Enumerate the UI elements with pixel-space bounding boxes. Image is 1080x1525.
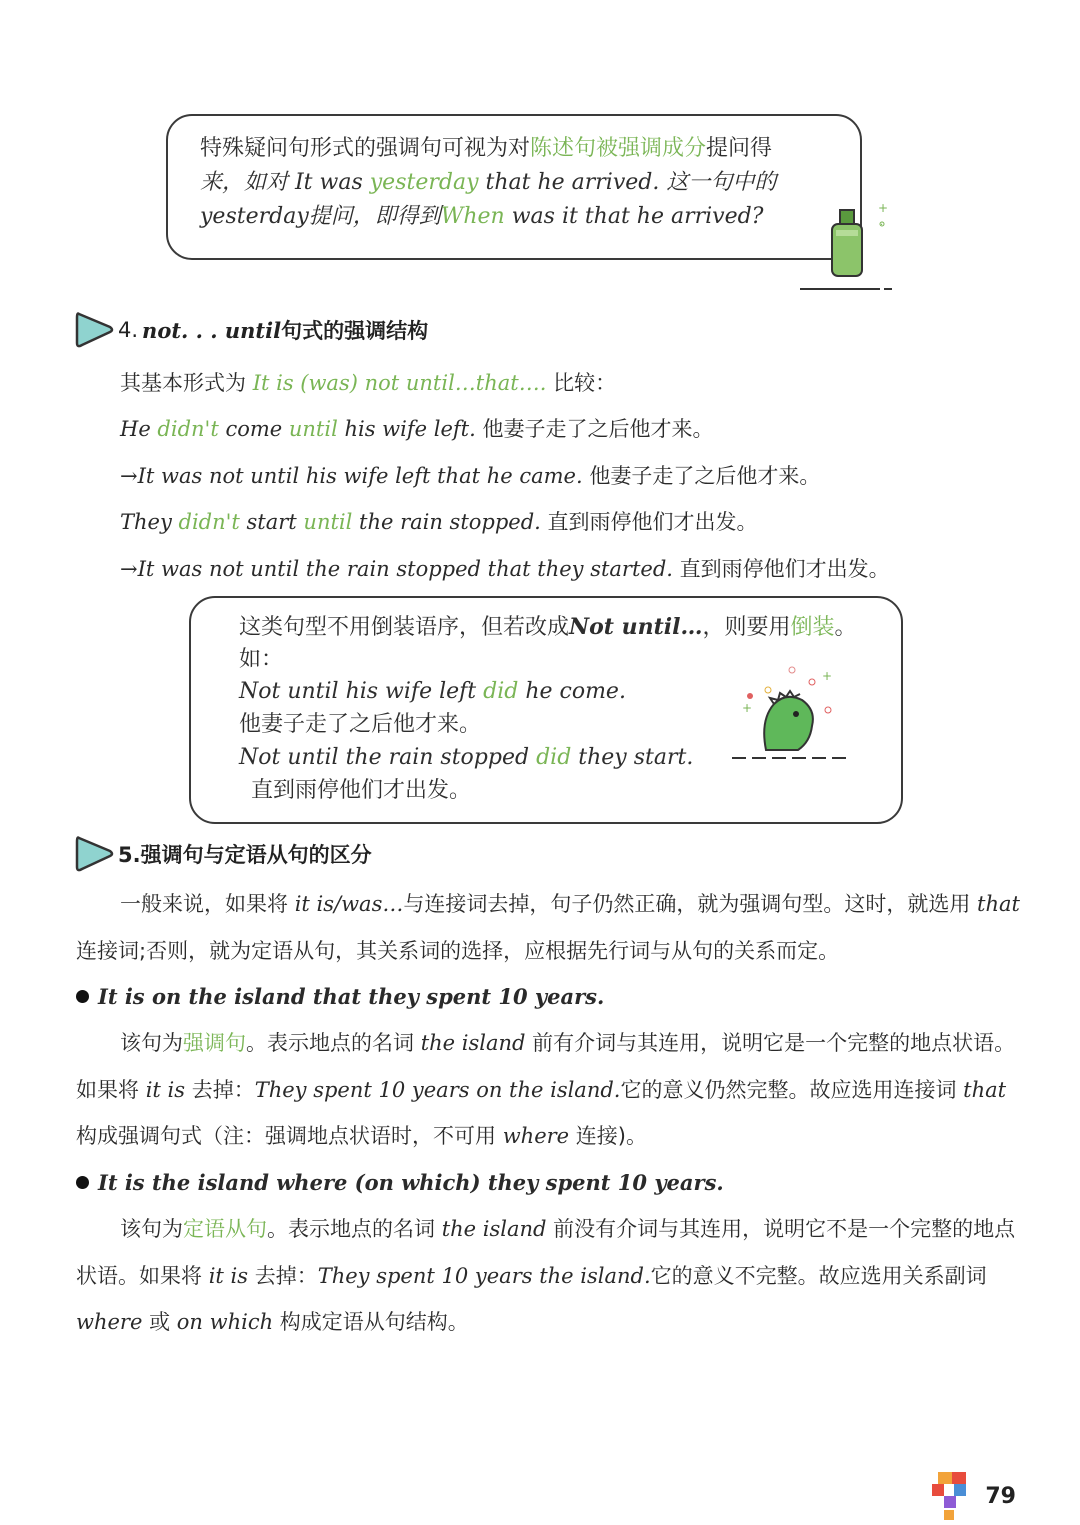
bullet-dot-icon bbox=[76, 990, 89, 1003]
note-line: yesterday提问，即得到When was it that he arrived? bbox=[200, 204, 764, 229]
note-line: 来，如对 It was yesterday that he arrived. 这一句中的 bbox=[200, 170, 777, 195]
note-line: 直到雨停他们才出发。 bbox=[251, 778, 472, 803]
section-title-en: not. . . until bbox=[142, 317, 282, 343]
bullet-dot-icon bbox=[76, 1176, 89, 1189]
play-triangle-icon bbox=[74, 310, 116, 350]
example-line: They didn't start until the rain stopped. 直到雨停他们才出发。 bbox=[120, 510, 758, 534]
note-line: Not until his wife left did he come. bbox=[239, 679, 626, 704]
note-line: 如： bbox=[239, 647, 284, 672]
note-line: 他妻子走了之后他才来。 bbox=[239, 712, 482, 737]
play-triangle-icon bbox=[74, 834, 116, 874]
note-line: 这类句型不用倒装语序，但若改成Not until…，则要用倒装。 bbox=[239, 614, 857, 640]
section-5-heading bbox=[74, 834, 372, 874]
section-title-zh: 句式的强调结构 bbox=[281, 319, 429, 343]
note-line: Not until the rain stopped did they start. bbox=[239, 745, 694, 770]
section-number: 4. bbox=[118, 318, 139, 342]
svg-text:+: + bbox=[822, 669, 833, 683]
bottle-illustration bbox=[800, 196, 910, 296]
paragraph: 该句为强调句。表示地点的名词 the island 前有介词与其连用，说明它是一个完整的地点状语。如果将 it is 去掉：They spent 10 years on the island.它的意义仍然完整。故应选用连接词 that 构成强调句式（注：强调地点状语时，不可用 where 连接)。 bbox=[76, 1031, 1016, 1148]
section-title: 5.强调句与定语从句的区分 bbox=[118, 843, 372, 867]
example-line: He didn't come until his wife left. 他妻子走了之后他才来。 bbox=[120, 417, 714, 441]
note-box-special-question bbox=[166, 114, 862, 260]
publisher-logo-icon bbox=[930, 1470, 972, 1522]
note-line: 特殊疑问句形式的强调句可视为对陈述句被强调成分提问得 bbox=[200, 136, 773, 161]
svg-text:+: + bbox=[742, 701, 753, 715]
section-4-heading bbox=[74, 310, 428, 350]
page-number: 79 bbox=[985, 1484, 1016, 1509]
bullet-sentence: It is on the island that they spent 10 years. bbox=[76, 982, 604, 1012]
example-line: →It was not until his wife left that he came. 他妻子走了之后他才来。 bbox=[120, 464, 821, 488]
example-line: →It was not until the rain stopped that they started. 直到雨停他们才出发。 bbox=[120, 557, 890, 581]
paragraph: 一般来说，如果将 it is/was…与连接词去掉，句子仍然正确，就为强调句型。这时，就选用 that 连接词;否则，就为定语从句，其关系词的选择，应根据先行词与从句的关系而定。 bbox=[76, 892, 1020, 963]
paragraph: 该句为定语从句。表示地点的名词 the island 前没有介词与其连用，说明它不是一个完整的地点状语。如果将 it is 去掉：They spent 10 years the island.它的意义不完整。故应选用关系副词 where 或 on which 构成定语从句结构。 bbox=[76, 1217, 1016, 1334]
svg-text:+: + bbox=[878, 201, 889, 215]
dinosaur-illustration bbox=[726, 660, 852, 770]
svg-text:·: · bbox=[880, 220, 884, 231]
intro-line: 其基本形式为 It is (was) not until…that…. 比较： bbox=[120, 371, 617, 395]
bullet-sentence: It is the island where (on which) they spent 10 years. bbox=[76, 1168, 724, 1198]
